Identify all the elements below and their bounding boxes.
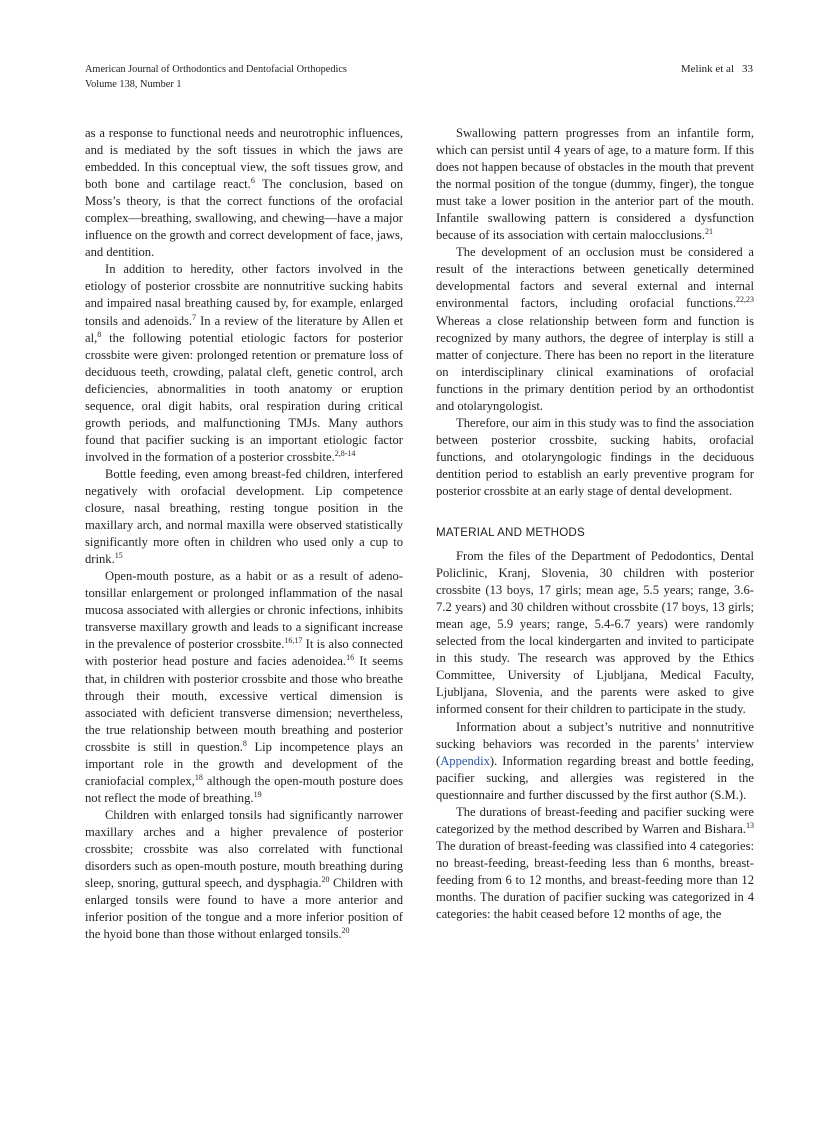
citation-ref: 2,8-14: [334, 448, 356, 458]
text-run: as a response to functional needs and neurotrophic influences, and is mediated by the soft tissues in which the jaws are embedded. In this conceptual view, the soft tissues grow, and both bone and cartilage react.: [85, 126, 403, 192]
right-paragraph-2: [436, 244, 754, 414]
citation-ref: 19: [253, 789, 262, 799]
text-run: Information about a subject’s nutritive and nonnutritive sucking behaviors was recorded in the parents’ interview (: [436, 719, 754, 768]
text-run: The development of an occlusion must be considered a result of the interactions between genetically determined developmental factors and several external and internal environmental factors, including orofacial functions.: [436, 245, 754, 311]
journal-title: American Journal of Orthodontics and Dentofacial Orthopedics: [85, 64, 347, 75]
citation-ref: 13: [746, 820, 754, 830]
citation-ref: 8: [242, 738, 247, 748]
right-paragraph-4: From the files of the Department of Pedodontics, Dental Policlinic, Kranj, Slovenia, 30 children with posterior crossbite (13 boys, 17 girls; mean age, 5.5 years; range, 3.6-7.2 years) and 30 children without crossbite (17 boys, 13 girls; mean age, 5.9 years; range, 5.4-6.7 years) were randomly selected from the local kindergarten and invited to participate in this study. The research was approved by the Ethics Committee, University of Ljubljana, Medical Faculty, Ljubljana, Slovenia, and the parents were asked to give informed consent for their children to participate in the study.: [436, 549, 754, 717]
text-run: The conclusion, based on Moss’s theory, is that the correct functions of the orofacial complex—breathing, swallowing, and chewing—have a major influence on the growth and correct development of face, jaws, and dentition.: [85, 177, 403, 260]
citation-ref: 6: [250, 176, 255, 186]
text-run: The durations of breast-feeding and pacifier sucking were categorized by the method described by Warren and Bishara.: [436, 804, 754, 836]
text-run: Children with enlarged tonsils were found to have a more anterior and inferior position of the tongue and a more inferior position of the hyoid bone than those without enlarged tonsils.: [85, 876, 403, 942]
text-run: In addition to heredity, other factors involved in the etiology of posterior crossbite are nonnutritive sucking habits and impaired nasal breathing caused by, for example, enlarged tonsils and adenoids.: [85, 262, 403, 328]
left-paragraph-5: [85, 807, 403, 943]
text-run: Open-mouth posture, as a habit or as a result of adeno-tonsillar enlargement or prolonged inflammation of the nasal mucosa associated with allergies or chronic infections, inhibits transverse maxillary growth and leads to a significant increase in the prevalence of posterior crossbite.: [85, 569, 403, 652]
citation-ref: 21: [704, 227, 713, 237]
text-run: Whereas a close relationship between form and function is recognized by many authors, the degree of interplay is still a matter of conjecture. There has been no report in the literature on interdisciplinary clinical examinations of orofacial functions in the primary dentition period by an orthodontist and otolaryngologist.: [436, 313, 754, 413]
right-column: [436, 125, 754, 923]
citation-ref: 22,23: [736, 295, 754, 305]
text-run: ). Information regarding breast and bottle feeding, pacifier sucking, and allergies was registered in the questionnaire and further discussed by the first author (S.M.).: [436, 753, 754, 802]
text-run: although the open-mouth posture does not reflect the mode of breathing.: [85, 773, 403, 805]
running-head: [681, 62, 753, 77]
text-run: It is also connected with posterior head posture and facies adenoidea.: [85, 637, 403, 669]
left-paragraph-4: [85, 568, 403, 807]
journal-volume: Volume 138, Number 1: [85, 79, 182, 90]
citation-ref: 7: [192, 312, 197, 322]
left-column: [85, 125, 403, 943]
right-paragraph-6: [436, 804, 754, 923]
journal-info: [85, 62, 347, 92]
text-run: Children with enlarged tonsils had significantly narrower maxillary arches and a higher prevalence of posterior crossbite; crossbite was also correlated with functional disorders such as open-mouth posture, mouth breathing during sleep, snoring, guttural speech, and dysphagia.: [85, 807, 403, 891]
citation-ref: 20: [341, 926, 350, 936]
text-run: Swallowing pattern progresses from an infantile form, which can persist until 4 years of age, to a mature form. If this does not happen because of obstacles in the mouth that prevent the normal position of the tongue (dummy, finger), the tongue must take a lower position in the anterior part of the mouth. Infantile swallowing pattern is considered a dysfunction because of its association with certain malocclusions.: [436, 126, 754, 243]
right-paragraph-3: Therefore, our aim in this study was to find the association between posterior crossbite, sucking habits, orofacial functions, and otolaryngologic findings in the deciduous dentition period to establish an early preventive program for posterior crossbite at an early stage of dental development.: [436, 415, 754, 498]
right-paragraph-1: [436, 125, 754, 244]
text-run: Lip incompetence plays an important role in the growth and development of the craniofacial complex,: [85, 739, 404, 788]
section-heading-methods: MATERIAL AND METHODS: [436, 526, 585, 540]
appendix-link[interactable]: Appendix: [440, 753, 490, 768]
page-number: 33: [742, 63, 753, 75]
author-running-head: Melink et al: [680, 63, 734, 75]
citation-ref: 18: [194, 772, 203, 782]
text-run: the following potential etiologic factors for posterior crossbite were given: prolonged retention or premature loss of deciduous teeth, crowding, palatal cleft, genetic control, arch deficiencies, abnormalities in tooth anatomy or eruption sequence, oral digit habits, oral respiration during critical growth periods, and malfunctioning TMJs. Many authors found that pacifier sucking is an important etiologic factor involved in the formation of a posterior crossbite.: [85, 330, 403, 464]
text-run: The duration of breast-feeding was classified into 4 categories: no breast-feeding, breast-feeding less than 6 months, breast-feeding from 6 to 12 months, and breast-feeding more than 12 months. The duration of pacifier sucking was categorized in 4 categories: the habit ceased before 12 months of age, the: [436, 838, 754, 922]
text-run: In a review of the literature by Allen et al,: [85, 313, 403, 345]
citation-ref: 15: [114, 551, 123, 561]
citation-ref: 20: [321, 875, 330, 885]
left-paragraph-3: [85, 466, 403, 568]
citation-ref: 16,17: [284, 636, 303, 646]
citation-ref: 8: [97, 329, 102, 339]
text-run: Bottle feeding, even among breast-fed children, interfered negatively with orofacial development. Lip competence closure, nasal breathing, resting tongue position in the maxillary arch, and normal maxilla were observed statistically significantly more often in children who used only a cup to drink.: [85, 466, 403, 567]
right-paragraph-5: [436, 719, 754, 804]
left-paragraph-2: [85, 261, 403, 466]
left-paragraph-1: [85, 125, 403, 261]
citation-ref: 16: [346, 653, 355, 663]
text-run: It seems that, in children with posterior crossbite and those who breathe through their mouth, excessive vertical dimension is associated with deficient transverse dimension; nevertheless, the true relationship between mouth breathing and posterior crossbite is still in question.: [85, 654, 403, 754]
